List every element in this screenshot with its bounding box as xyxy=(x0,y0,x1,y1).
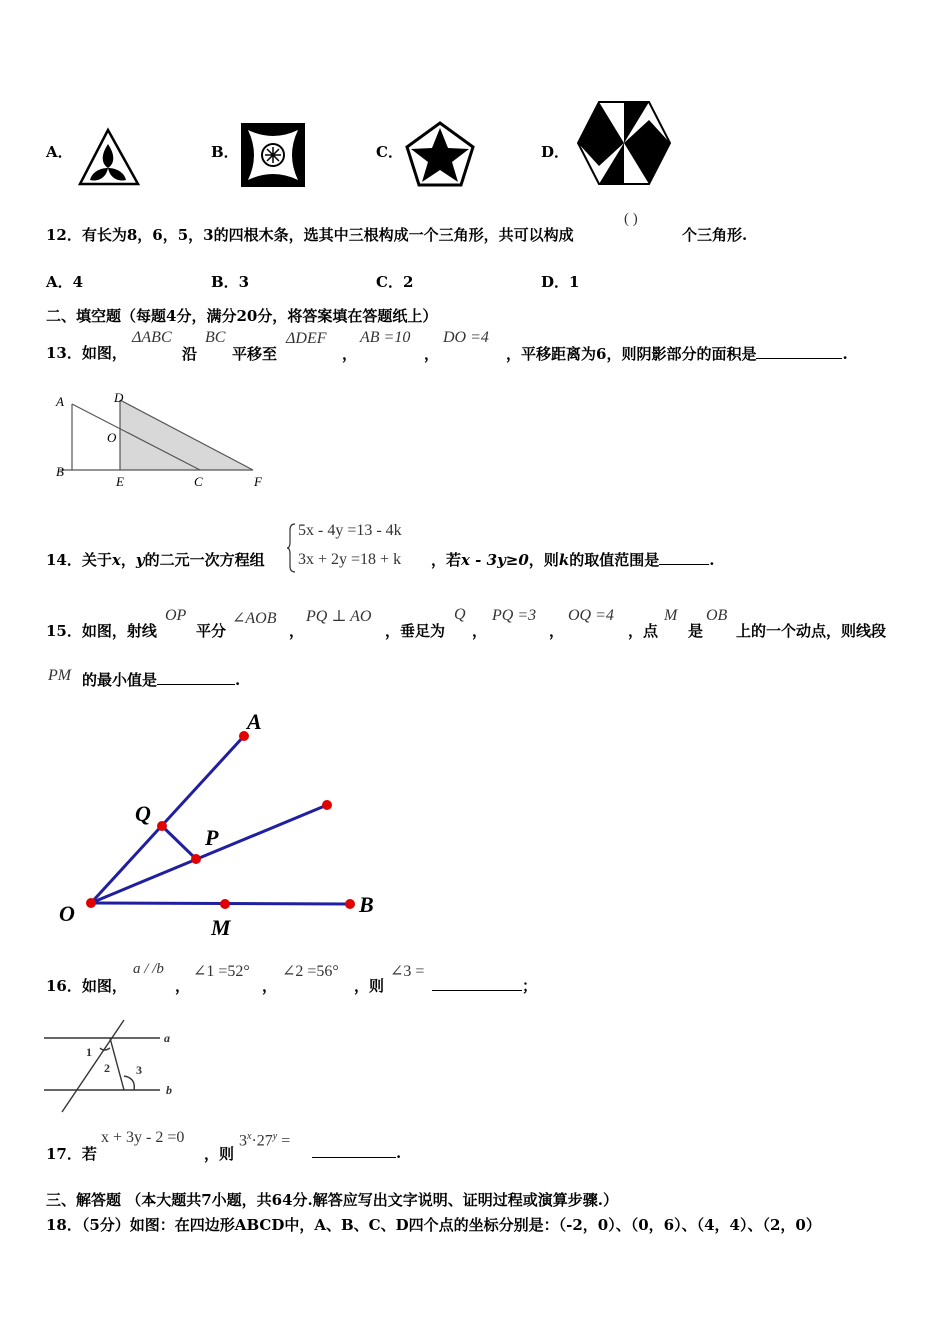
q16-t2: ，则 xyxy=(354,977,385,995)
q17-answer xyxy=(312,1143,401,1162)
q16-label-1: 1 xyxy=(86,1045,92,1059)
q15-m: M xyxy=(664,607,678,624)
q14-line-end xyxy=(431,549,714,570)
option-b-figure xyxy=(240,122,306,188)
q12-option-d: D．1 xyxy=(541,273,580,291)
q15-q: Q xyxy=(454,606,466,623)
option-a-label: A． xyxy=(46,143,73,161)
q14-eq2: 3x + 2y =18 + k xyxy=(298,551,402,568)
q14-line-start xyxy=(46,549,265,570)
q14-cond: x - 3y≥0 xyxy=(461,551,529,569)
q14-x: x xyxy=(111,551,121,569)
q13-prefix: 如图， xyxy=(81,344,127,362)
q13-translate-to: 平移至 xyxy=(232,345,278,363)
option-b-label: B． xyxy=(211,143,239,161)
q17-t2: ，则 xyxy=(204,1145,235,1163)
q16-start xyxy=(46,975,127,996)
q13-label-b: B xyxy=(56,464,64,479)
q16-figure xyxy=(44,1018,184,1118)
option-c-label: C． xyxy=(376,143,403,161)
q13-label-c: C xyxy=(194,474,203,489)
q14-number: 14． xyxy=(46,551,82,569)
q17-end: . xyxy=(396,1144,402,1162)
q14-text4: ，则 xyxy=(528,551,559,569)
q16-sep1: ， xyxy=(175,977,191,995)
q13-label-e: E xyxy=(116,474,124,489)
q14-k: k xyxy=(558,551,570,569)
q14-text2: 的二元一次方程组 xyxy=(144,551,265,569)
q15-number: 15． xyxy=(46,622,82,640)
q15-t1: 如图，射线 xyxy=(81,622,157,640)
q16-label-3: 3 xyxy=(136,1063,142,1077)
q15-point-p xyxy=(191,854,201,864)
q13-number-prefix xyxy=(46,342,127,363)
q17-expression xyxy=(239,1131,290,1150)
q16-angle3: ∠3 = xyxy=(390,963,425,980)
q15-pq-perp-ao: PQ ⊥ AO xyxy=(306,608,372,625)
q14-text1: 关于 xyxy=(81,551,112,569)
q15-label-a: A xyxy=(247,709,262,734)
q17-number: 17． xyxy=(46,1145,82,1163)
q14-brace xyxy=(287,522,297,574)
q14-answer-blank[interactable] xyxy=(659,550,709,565)
q13-number: 13． xyxy=(46,344,82,362)
q15-sep2: ， xyxy=(472,622,488,640)
q17-sup-x: x xyxy=(247,1131,252,1142)
q16-angle1: ∠1 =52° xyxy=(193,963,250,980)
q15-point-end xyxy=(322,800,332,810)
q15-figure xyxy=(55,705,385,945)
q16-end: ； xyxy=(522,977,538,995)
q15-t7: 的最小值是 xyxy=(82,671,158,689)
q16-answer-blank[interactable] xyxy=(432,976,522,991)
q15-start xyxy=(46,620,157,641)
q15-oq-value: OQ =4 xyxy=(568,607,614,624)
q15-point-q xyxy=(157,821,167,831)
section-2-heading: 二、填空题（每题4分，满分20分，将答案填在答题纸上） xyxy=(46,307,438,325)
q15-pq-value: PQ =3 xyxy=(492,607,537,624)
q13-label-a: A xyxy=(56,394,64,409)
q12-paren: ( ) xyxy=(624,211,638,227)
option-d-label: D． xyxy=(541,143,570,161)
q15-op: OP xyxy=(165,607,187,624)
q12-option-a: A．4 xyxy=(46,273,84,291)
q15-point-o xyxy=(86,898,96,908)
q13-answer-blank[interactable] xyxy=(756,344,842,359)
q13-along: 沿 xyxy=(182,345,198,363)
q15-sep1: ， xyxy=(289,622,305,640)
q13-triangle-abc: ΔABC xyxy=(132,329,172,346)
q15-label-b: B xyxy=(359,892,374,917)
q12-number: 12． xyxy=(46,226,82,244)
q15-t4: ，点 xyxy=(628,622,659,640)
q17-sup-y: y xyxy=(272,1131,278,1142)
q13-label-o: O xyxy=(107,430,117,445)
q17-t1: 若 xyxy=(81,1145,97,1163)
q13-bc: BC xyxy=(205,329,226,346)
q12-option-b: B．3 xyxy=(211,273,250,291)
q16-label-b: b xyxy=(166,1083,172,1097)
q14-comma: ， xyxy=(120,551,136,569)
q13-end: . xyxy=(842,345,848,363)
q15-angle-aob: ∠AOB xyxy=(232,610,277,627)
q14-y: y xyxy=(135,551,145,569)
q14-text5: 的取值范围是 xyxy=(569,551,660,569)
q16-answer xyxy=(432,975,537,996)
q15-label-q: Q xyxy=(135,801,151,826)
q12-line xyxy=(46,224,574,245)
q16-label-a: a xyxy=(164,1031,170,1045)
q15-sep3: ， xyxy=(549,622,565,640)
q13-ab-value: AB =10 xyxy=(360,329,411,346)
q17-equation: x + 3y - 2 =0 xyxy=(101,1129,185,1146)
q13-label-f: F xyxy=(254,474,262,489)
q12-text-after: 个三角形. xyxy=(682,226,748,244)
q15-end: . xyxy=(235,671,241,689)
q14-eq1: 5x - 4y =13 - 4k xyxy=(298,522,402,539)
q17-base3: 3 xyxy=(239,1132,247,1150)
q16-parallel: a / /b xyxy=(133,961,164,977)
q13-figure xyxy=(50,390,270,490)
q16-t1: 如图， xyxy=(81,977,127,995)
q13-sep2: ， xyxy=(424,345,440,363)
q15-point-b xyxy=(345,899,355,909)
q15-t6: 上的一个动点，则线段 xyxy=(736,622,887,640)
q17-answer-blank[interactable] xyxy=(312,1143,396,1158)
q15-label-o: O xyxy=(59,901,75,926)
q12-option-c: C．2 xyxy=(376,273,414,291)
q15-answer-blank[interactable] xyxy=(157,670,235,685)
q13-sep1: ， xyxy=(342,345,358,363)
option-a-figure xyxy=(74,126,144,190)
q13-text3 xyxy=(506,343,848,364)
q15-pm: PM xyxy=(48,667,72,684)
q16-number: 16． xyxy=(46,977,82,995)
q13-do-value: DO =4 xyxy=(443,329,489,346)
option-c-figure xyxy=(404,120,476,188)
section-3-heading: 三、解答题 （本大题共7小题，共64分.解答应写出文字说明、证明过程或演算步骤.） xyxy=(46,1191,618,1209)
q16-sep2: ， xyxy=(262,977,278,995)
q15-t3: ，垂足为 xyxy=(385,622,446,640)
q15-t2: 平分 xyxy=(196,622,227,640)
q17-base27: ·27 xyxy=(251,1132,273,1150)
option-d-figure xyxy=(576,100,672,186)
q14-text3: ，若 xyxy=(431,551,462,569)
q16-angle2: ∠2 =56° xyxy=(282,963,339,980)
q14-end: . xyxy=(709,551,715,569)
q17-equals: = xyxy=(277,1132,291,1150)
q15-line2 xyxy=(82,669,240,690)
q18-text: 18．（5分）如图：在四边形ABCD中，A、B、C、D四个点的坐标分别是：（-2，0）、（0，6）、（4，4）、（2，0） xyxy=(46,1216,821,1234)
q13-tail: ，平移距离为6，则阴影部分的面积是 xyxy=(506,345,757,363)
q15-ob: OB xyxy=(706,607,728,624)
q17-start xyxy=(46,1143,97,1164)
q13-triangle-def: ΔDEF xyxy=(286,330,327,347)
q15-point-m xyxy=(220,899,230,909)
q12-text-before: 有长为8，6，5，3的四根木条，选其中三根构成一个三角形，共可以构成 xyxy=(81,226,574,244)
q15-t5: 是 xyxy=(688,622,704,640)
q16-label-2: 2 xyxy=(104,1061,110,1075)
q15-label-m: M xyxy=(211,915,231,940)
q13-label-d: D xyxy=(114,390,124,405)
q15-label-p: P xyxy=(205,825,219,850)
